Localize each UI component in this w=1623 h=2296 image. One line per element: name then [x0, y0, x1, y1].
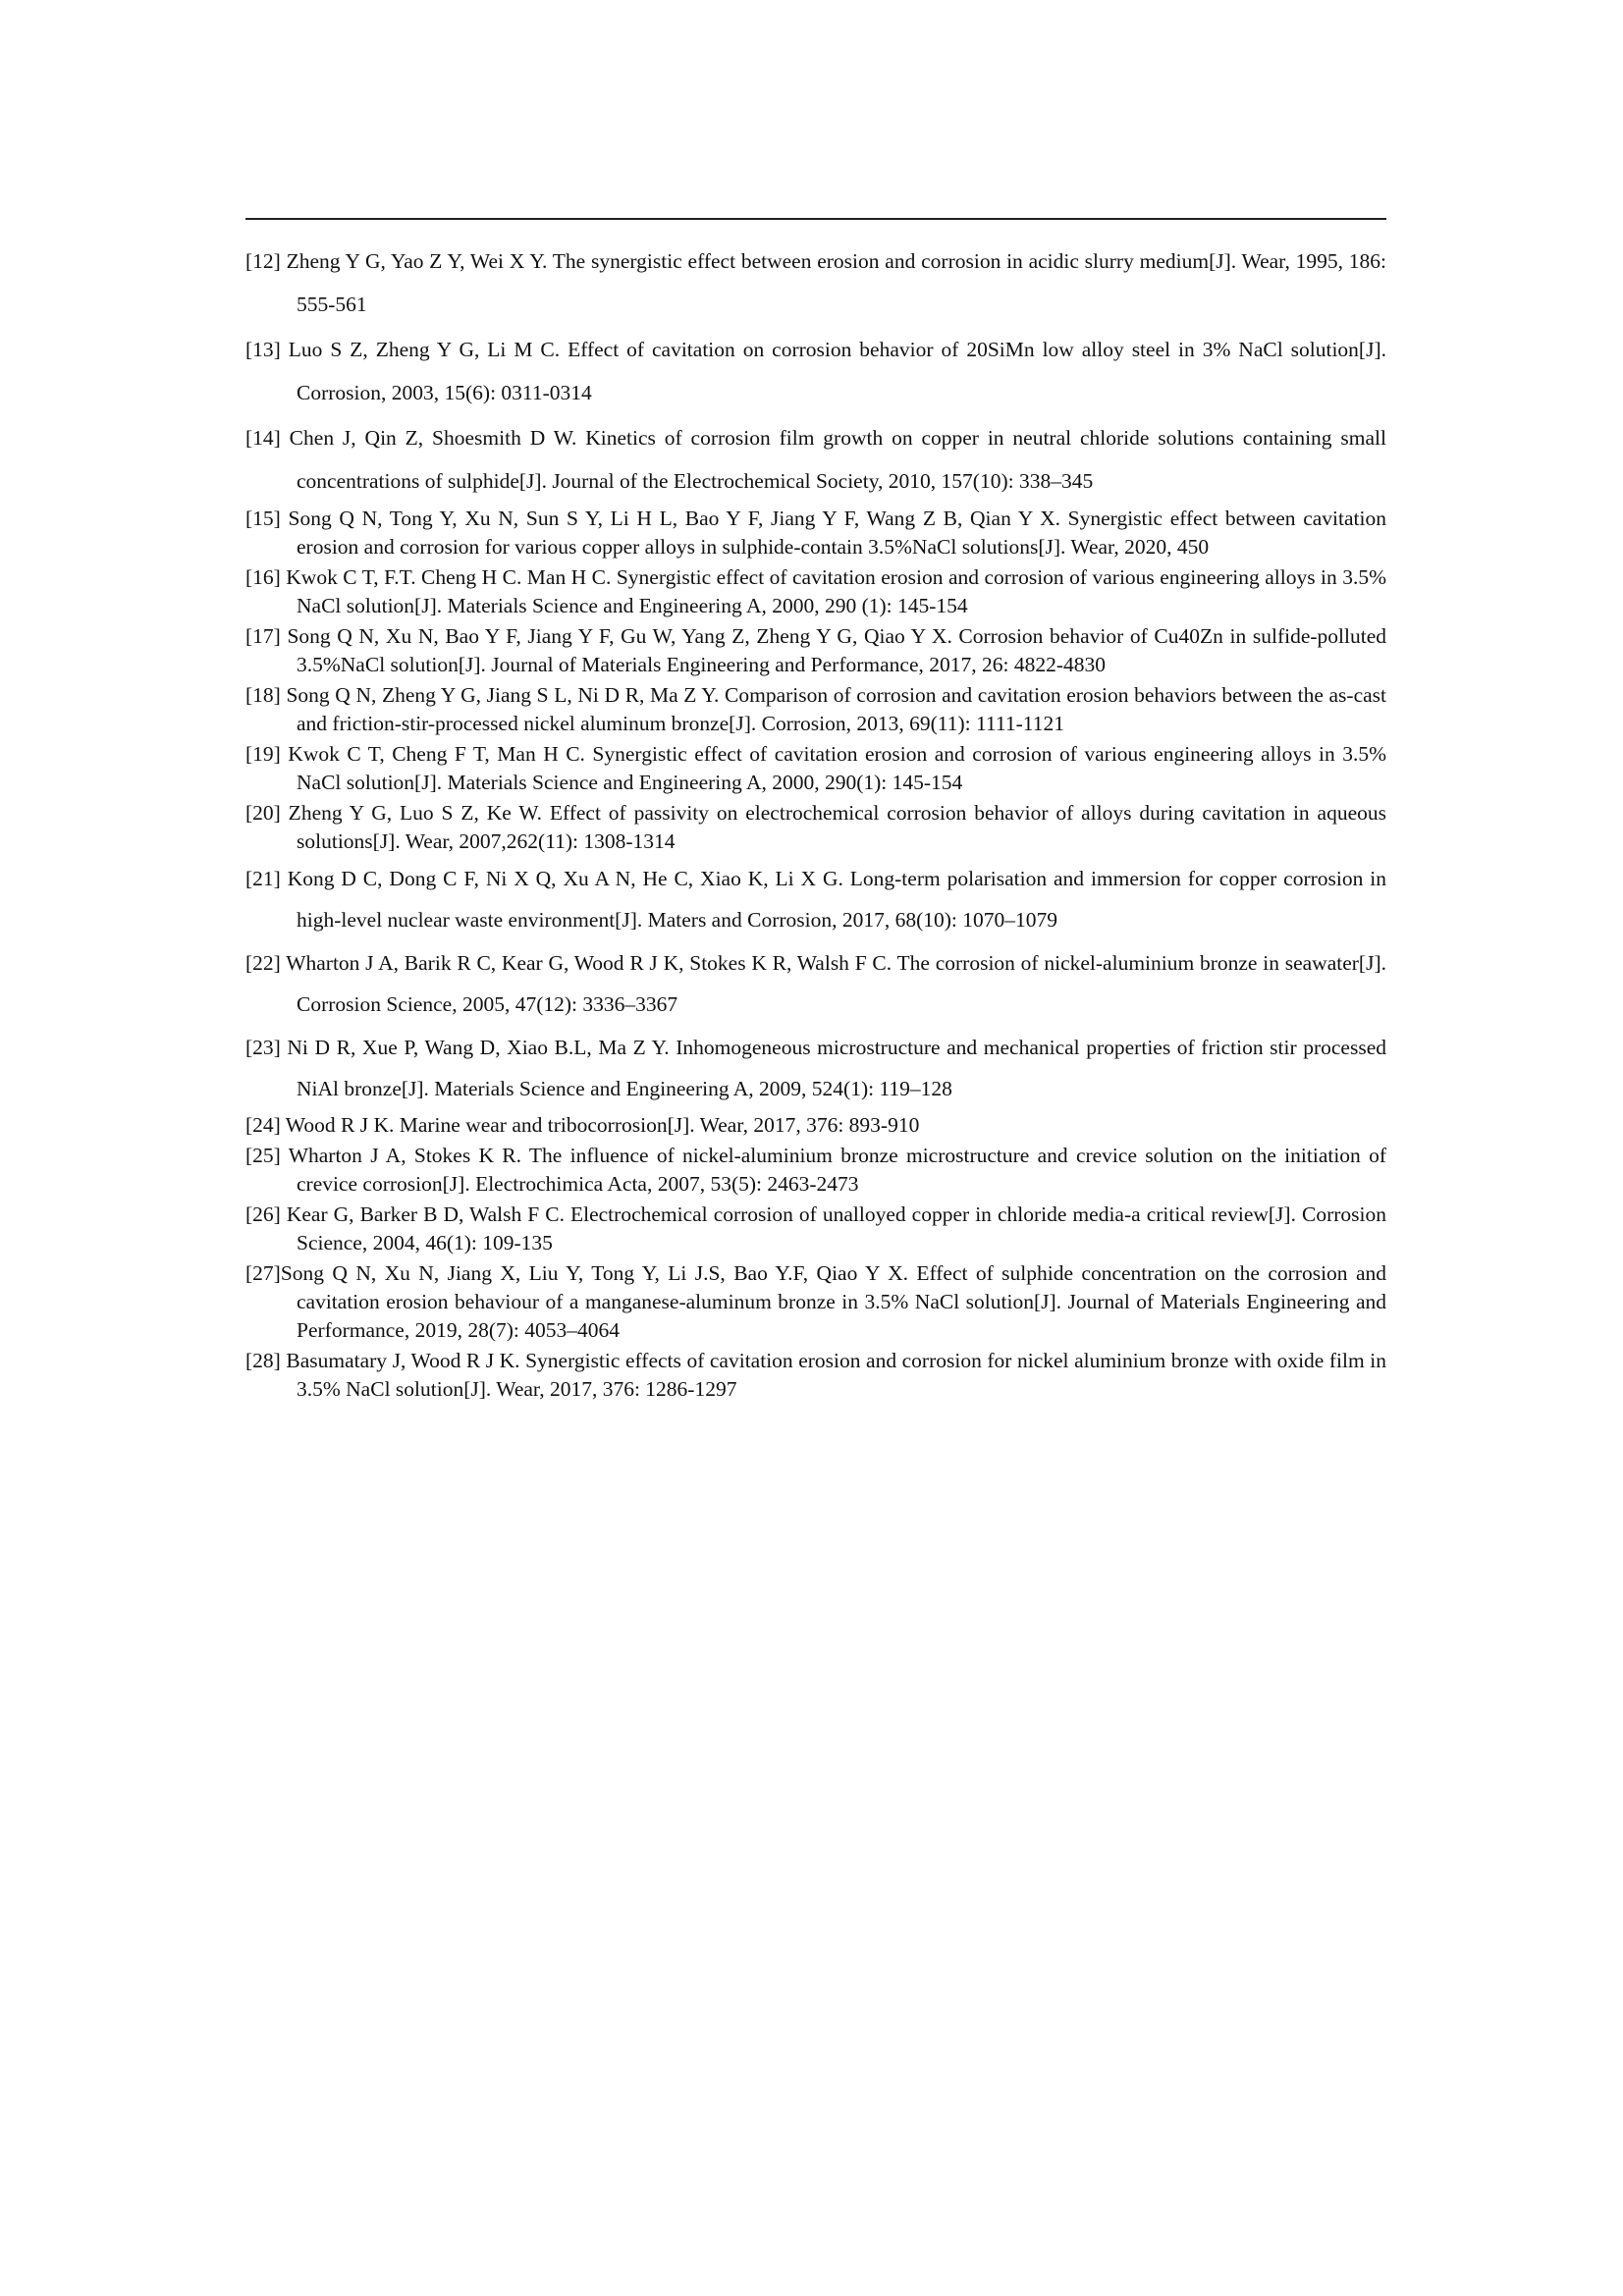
reference-item: [19] Kwok C T, Cheng F T, Man H C. Synergistic effect of cavitation erosion and corrosion of various engineering alloys in 3.5% NaCl solution[J]. Materials Science and Engineering A, 2000, 290(1): 145-154 [245, 742, 1386, 794]
reference-item: [23] Ni D R, Xue P, Wang D, Xiao B.L, Ma Z Y. Inhomogeneous microstructure and mechanical properties of friction stir processed NiAl bronze[J]. Materials Science and Engineering A, 2009, 524(1): 119–128 [245, 1036, 1386, 1100]
reference-item: [18] Song Q N, Zheng Y G, Jiang S L, Ni D R, Ma Z Y. Comparison of corrosion and cavitation erosion behaviors between the as-cast and friction-stir-processed nickel aluminum bronze[J]. Corrosion, 2013, 69(11): 1111-1121 [245, 683, 1386, 735]
reference-item: [24] Wood R J K. Marine wear and tribocorrosion[J]. Wear, 2017, 376: 893-910 [245, 1113, 920, 1137]
reference-item: [20] Zheng Y G, Luo S Z, Ke W. Effect of passivity on electrochemical corrosion behavior of alloys during cavitation in aqueous solutions[J]. Wear, 2007,262(11): 1308-1314 [245, 801, 1386, 853]
reference-item: [25] Wharton J A, Stokes K R. The influence of nickel-aluminium bronze microstructure and crevice solution on the initiation of crevice corrosion[J]. Electrochimica Acta, 2007, 53(5): 2463-2473 [245, 1144, 1386, 1196]
reference-item: [15] Song Q N, Tong Y, Xu N, Sun S Y, Li H L, Bao Y F, Jiang Y F, Wang Z B, Qian Y X. Synergistic effect between cavitation erosion and corrosion for various copper alloys in sulphide-contain 3.5%NaCl solutions[J]. Wear, 2020, 450 [245, 507, 1386, 559]
reference-item: [22] Wharton J A, Barik R C, Kear G, Wood R J K, Stokes K R, Walsh F C. The corrosion of nickel-aluminium bronze in seawater[J]. Corrosion Science, 2005, 47(12): 3336–3367 [245, 951, 1386, 1016]
reference-item: [28] Basumatary J, Wood R J K. Synergistic effects of cavitation erosion and corrosion for nickel aluminium bronze with oxide film in 3.5% NaCl solution[J]. Wear, 2017, 376: 1286-1297 [245, 1349, 1386, 1401]
top-rule [245, 218, 1386, 220]
reference-item: [12] Zheng Y G, Yao Z Y, Wei X Y. The synergistic effect between erosion and corrosion in acidic slurry medium[J]. Wear, 1995, 186: 555-561 [245, 249, 1386, 316]
reference-item: [17] Song Q N, Xu N, Bao Y F, Jiang Y F, Gu W, Yang Z, Zheng Y G, Qiao Y X. Corrosion behavior of Cu40Zn in sulfide-polluted 3.5%NaCl solution[J]. Journal of Materials Engineering and Performance, 2017, 26: 4822-4830 [245, 624, 1386, 676]
reference-item: [16] Kwok C T, F.T. Cheng H C. Man H C. Synergistic effect of cavitation erosion and corrosion of various engineering alloys in 3.5% NaCl solution[J]. Materials Science and Engineering A, 2000, 290 (1): 145-154 [245, 565, 1386, 617]
reference-item: [27]Song Q N, Xu N, Jiang X, Liu Y, Tong Y, Li J.S, Bao Y.F, Qiao Y X. Effect of sulphide concentration on the corrosion and cavitation erosion behaviour of a manganese-aluminum bronze in 3.5% NaCl solution[J]. Journal of Materials Engineering and Performance, 2019, 28(7): 4053–4064 [245, 1261, 1386, 1342]
reference-item: [26] Kear G, Barker B D, Walsh F C. Electrochemical corrosion of unalloyed copper in chloride media-a critical review[J]. Corrosion Science, 2004, 46(1): 109-135 [245, 1202, 1386, 1255]
reference-item: [13] Luo S Z, Zheng Y G, Li M C. Effect of cavitation on corrosion behavior of 20SiMn low alloy steel in 3% NaCl solution[J]. Corrosion, 2003, 15(6): 0311-0314 [245, 338, 1386, 404]
reference-item: [14] Chen J, Qin Z, Shoesmith D W. Kinetics of corrosion film growth on copper in neutral chloride solutions containing small concentrations of sulphide[J]. Journal of the Electrochemical Society, 2010, 157(10): 338–345 [245, 426, 1386, 493]
reference-item: [21] Kong D C, Dong C F, Ni X Q, Xu A N, He C, Xiao K, Li X G. Long-term polarisation and immersion for copper corrosion in high-level nuclear waste environment[J]. Maters and Corrosion, 2017, 68(10): 1070–1079 [245, 867, 1386, 932]
reference-list [245, 240, 1386, 1406]
